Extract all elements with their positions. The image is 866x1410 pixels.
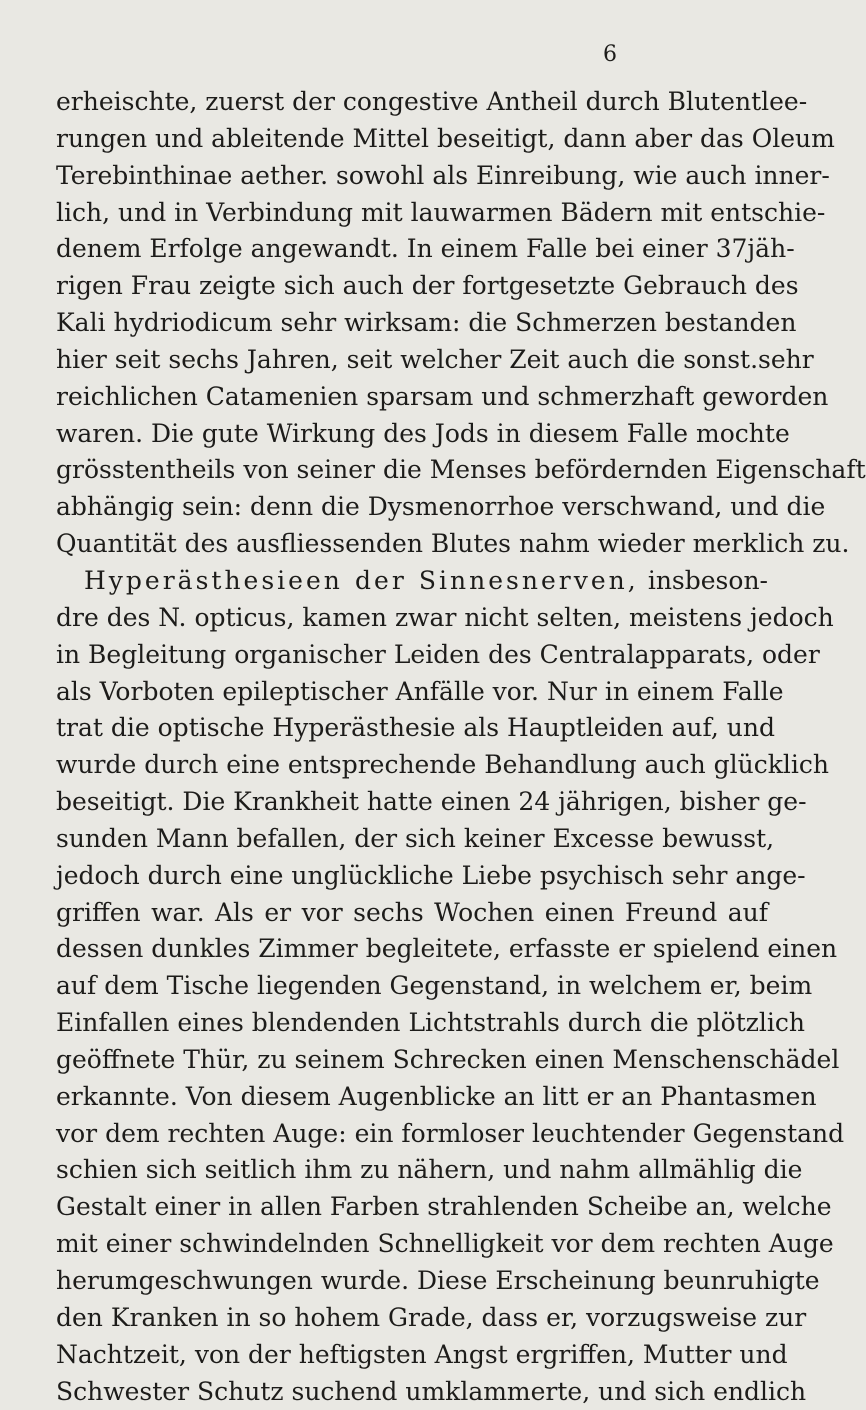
text-line: abhängig sein: denn die Dysmenorrhoe verschwand, und die bbox=[56, 492, 826, 522]
text-line: jedoch durch eine unglückliche Liebe psychisch sehr ange- bbox=[56, 860, 806, 890]
text-line: auf dem Tische liegenden Gegenstand, in welchem er, beim bbox=[56, 971, 813, 1001]
text-line: rigen Frau zeigte sich auch der fortgesetzte Gebrauch des bbox=[56, 271, 799, 301]
text-line: Nachtzeit, von der heftigsten Angst ergriffen, Mutter und bbox=[56, 1339, 788, 1369]
text-line: erheischte, zuerst der congestive Antheil durch Blutentlee- bbox=[56, 87, 808, 116]
body-text bbox=[56, 84, 866, 1410]
text-line: dessen dunkles Zimmer begleitete, erfasste er spielend einen bbox=[56, 934, 838, 964]
text-line: wurde durch eine entsprechende Behandlung auch glücklich bbox=[56, 750, 830, 780]
text-line: dre des N. opticus, kamen zwar nicht selten, meistens jedoch bbox=[56, 602, 834, 632]
text-line bbox=[56, 563, 768, 600]
page-number: 6 bbox=[603, 42, 617, 67]
text-line: Kali hydriodicum sehr wirksam: die Schmerzen bestanden bbox=[56, 308, 797, 338]
text-line: denem Erfolge angewandt. In einem Falle bei einer 37jäh- bbox=[56, 234, 795, 264]
text-line: waren. Die gute Wirkung des Jods in diesem Falle mochte bbox=[56, 418, 790, 448]
text-line: hier seit sechs Jahren, seit welcher Zeit auch die sonst.sehr bbox=[56, 344, 814, 374]
paragraph-2 bbox=[56, 563, 845, 1410]
text-line: mit einer schwindelnden Schnelligkeit vor dem rechten Auge bbox=[56, 1229, 834, 1259]
text-line: grösstentheils von seiner die Menses befördernden Eigenschaft bbox=[56, 455, 866, 485]
emphasized-heading: Hyperästhesieen der Sinnesnerven, bbox=[84, 565, 639, 595]
text-line: Terebinthinae aether. sowohl als Einreibung, wie auch inner- bbox=[56, 160, 830, 190]
text-line: lich, und in Verbindung mit lauwarmen Bädern mit entschie- bbox=[56, 197, 826, 227]
text-line: vor dem rechten Auge: ein formloser leuchtender Gegenstand bbox=[56, 1118, 845, 1148]
text-line: in Begleitung organischer Leiden des Centralapparats, oder bbox=[56, 639, 820, 669]
text-fragment: insbeson- bbox=[638, 565, 768, 595]
text-line: herumgeschwungen wurde. Diese Erscheinung beunruhigte bbox=[56, 1266, 820, 1295]
text-line: Einfallen eines blendenden Lichtstrahls durch die plötzlich bbox=[56, 1008, 805, 1038]
text-line: Schwester Schutz suchend umklammerte, und sich endlich bbox=[56, 1376, 807, 1406]
text-line: den Kranken in so hohem Grade, dass er, vorzugsweise zur bbox=[56, 1302, 807, 1332]
text-line: sunden Mann befallen, der sich keiner Excesse bewusst, bbox=[56, 823, 775, 853]
text-line: griffen war. Als er vor sechs Wochen einen Freund auf bbox=[56, 897, 768, 927]
text-line: rungen und ableitende Mittel beseitigt, dann aber das Oleum bbox=[56, 123, 835, 153]
text-line: beseitigt. Die Krankheit hatte einen 24 jährigen, bisher ge- bbox=[56, 787, 807, 817]
text-line: trat die optische Hyperästhesie als Hauptleiden auf, und bbox=[56, 713, 775, 743]
text-line: Quantität des ausfliessenden Blutes nahm wieder merklich zu. bbox=[56, 529, 850, 559]
text-line: als Vorboten epileptischer Anfälle vor. Nur in einem Falle bbox=[56, 676, 784, 706]
text-line: geöffnete Thür, zu seinem Schrecken einen Menschenschädel bbox=[56, 1044, 840, 1074]
paragraph-1 bbox=[56, 84, 866, 563]
text-line: erkannte. Von diesem Augenblicke an litt er an Phantasmen bbox=[56, 1081, 817, 1111]
text-line: Gestalt einer in allen Farben strahlenden Scheibe an, welche bbox=[56, 1192, 832, 1222]
text-line: schien sich seitlich ihm zu nähern, und nahm allmählig die bbox=[56, 1155, 803, 1185]
text-line: reichlichen Catamenien sparsam und schmerzhaft geworden bbox=[56, 381, 829, 411]
